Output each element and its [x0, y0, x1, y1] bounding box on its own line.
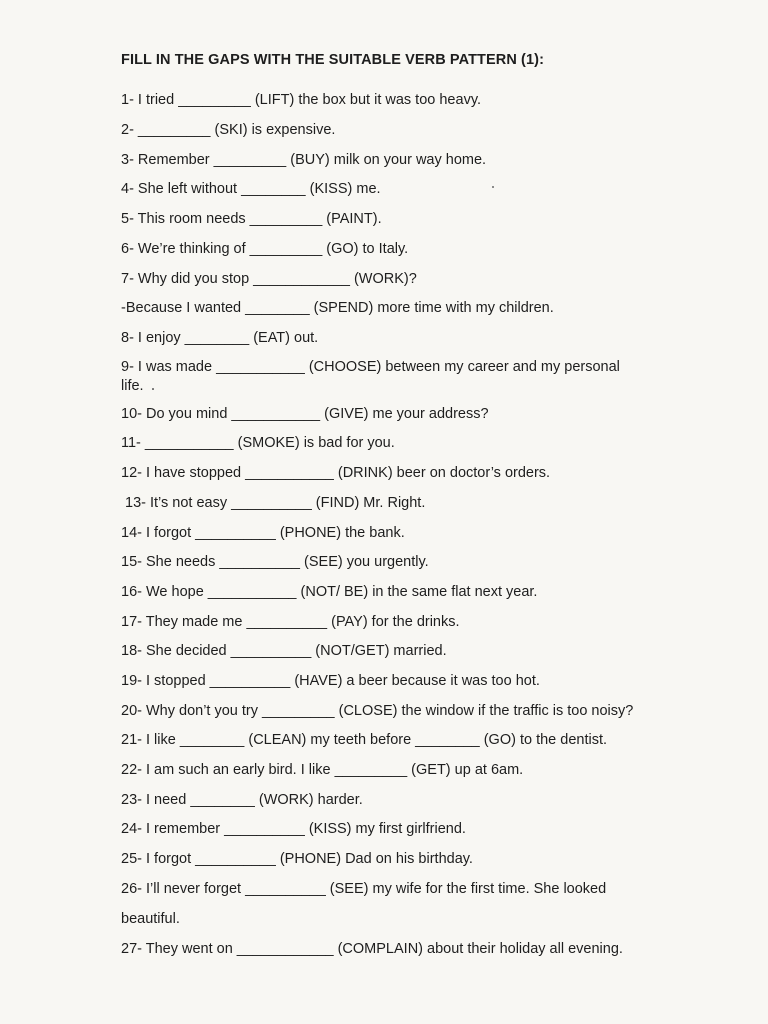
exercise-line: life.: [121, 378, 144, 394]
exercise-line: 5- This room needs _________ (PAINT).: [121, 211, 382, 227]
worksheet-title: FILL IN THE GAPS WITH THE SUITABLE VERB PATTERN (1):: [121, 52, 545, 68]
exercise-line: 4- She left without ________ (KISS) me.: [121, 181, 381, 197]
exercise-line: 1- I tried _________ (LIFT) the box but it was too heavy.: [121, 92, 482, 108]
exercise-line: 18- She decided __________ (NOT/GET) married.: [121, 643, 447, 659]
exercise-line: 2- _________ (SKI) is expensive.: [121, 122, 336, 138]
paper-speck: [492, 186, 494, 188]
exercise-line: 10- Do you mind ___________ (GIVE) me your address?: [121, 406, 489, 422]
exercise-line: 13- It’s not easy __________ (FIND) Mr. Right.: [125, 495, 426, 511]
exercise-line: 12- I have stopped ___________ (DRINK) beer on doctor’s orders.: [121, 465, 551, 481]
exercise-line: 27- They went on ____________ (COMPLAIN) about their holiday all evening.: [121, 941, 623, 957]
exercise-line: 20- Why don’t you try _________ (CLOSE) the window if the traffic is too noisy?: [121, 703, 634, 719]
exercise-line: 9- I was made ___________ (CHOOSE) between my career and my personal: [121, 359, 620, 375]
paper-speck: [152, 388, 154, 390]
exercise-line: -Because I wanted ________ (SPEND) more time with my children.: [121, 300, 554, 316]
exercise-line: 3- Remember _________ (BUY) milk on your way home.: [121, 152, 487, 168]
exercise-line: 11- ___________ (SMOKE) is bad for you.: [121, 435, 395, 451]
exercise-line: 16- We hope ___________ (NOT/ BE) in the same flat next year.: [121, 584, 538, 600]
exercise-line: 21- I like ________ (CLEAN) my teeth before ________ (GO) to the dentist.: [121, 732, 608, 748]
exercise-line: 19- I stopped __________ (HAVE) a beer because it was too hot.: [121, 673, 540, 689]
exercise-line: 15- She needs __________ (SEE) you urgently.: [121, 554, 429, 570]
exercise-line: 24- I remember __________ (KISS) my first girlfriend.: [121, 821, 466, 837]
exercise-line: 7- Why did you stop ____________ (WORK)?: [121, 271, 417, 287]
exercise-line: 6- We’re thinking of _________ (GO) to Italy.: [121, 241, 409, 257]
exercise-line: 17- They made me __________ (PAY) for the drinks.: [121, 614, 460, 630]
exercise-line: 26- I’ll never forget __________ (SEE) my wife for the first time. She looked: [121, 881, 607, 897]
exercise-line: 22- I am such an early bird. I like _________ (GET) up at 6am.: [121, 762, 524, 778]
exercise-line: 14- I forgot __________ (PHONE) the bank.: [121, 525, 405, 541]
exercise-line: 25- I forgot __________ (PHONE) Dad on his birthday.: [121, 851, 473, 867]
exercise-line: beautiful.: [121, 911, 180, 927]
exercise-line: 23- I need ________ (WORK) harder.: [121, 792, 363, 808]
exercise-line: 8- I enjoy ________ (EAT) out.: [121, 330, 319, 346]
